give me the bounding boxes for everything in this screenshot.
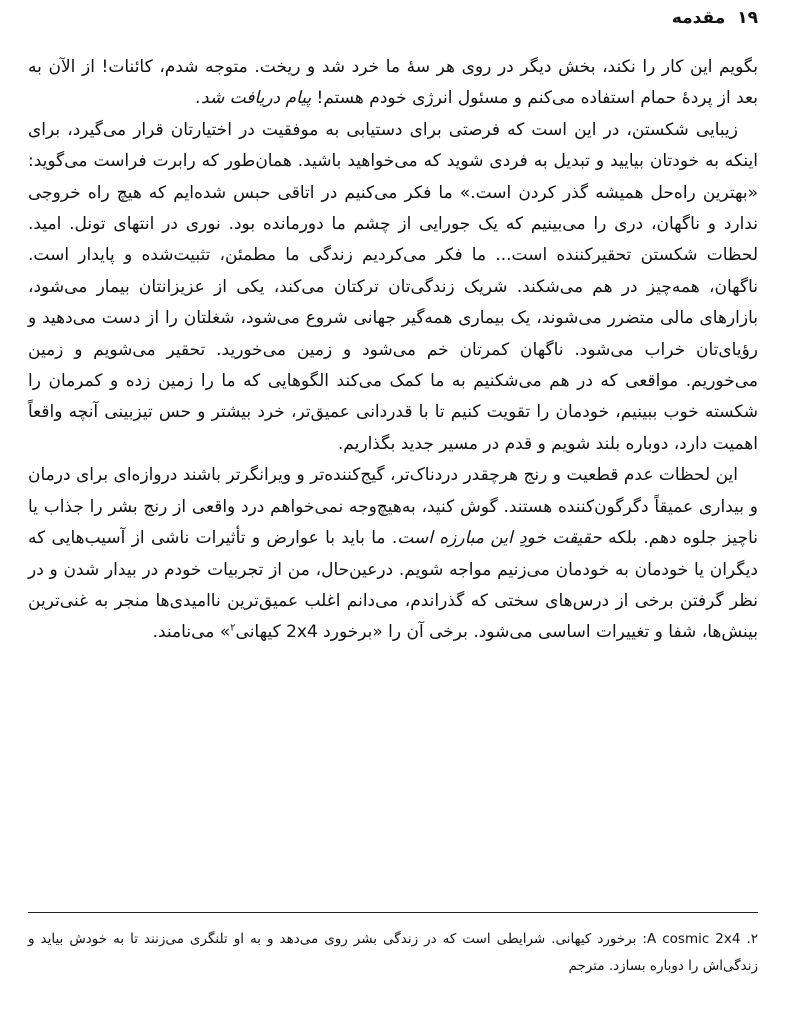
footnote xyxy=(28,926,758,980)
paragraph-1-italic: پیام دریافت شد. xyxy=(195,88,312,109)
paragraph-3-italic: حقیقت خودِ این مبارزه است xyxy=(397,528,602,549)
paragraph-3-text-c: . ما باید با عوارض و تأثیرات ناشی از آسیب‌هایی که دیگران یا خودمان به خودمان می‌زنیم مواجه شویم. درعین‌حال، من از تجربیات خودم در بیدار شدن و در نظر گرفتن برخی از درس‌های سختی که گذراندم، می‌دانم اغلب عمیق‌ترین ناامیدی‌ها منجر به غنی‌ترین بینش‌ها، شفا و تغییرات اساسی می‌شود. برخی آن را «برخورد 2x4 کیهانی xyxy=(28,528,758,643)
paragraph-2: زیبایی شکستن، در این است که فرصتی برای دستیابی به موفقیت در اختیارتان قرار می‌گیرد، برای اینکه به خودتان بیایید و تبدیل به فردی شوید که می‌خواهید باشید. همان‌طور که رابرت فراست می‌گوید: «بهترین راه‌حل همیشه گذر کردن است.» ما فکر می‌کنیم در اتاقی حبس شده‌ایم که هیچ راه خروجی ندارد و ناگهان، دری را می‌بینیم که یک جورایی از چشم ما دورمانده بود. نوری در انتهای تونل. امید. لحظات شکستن تحقیرکننده است... ما فکر می‌کردیم زندگی ما مطمئن، تثبیت‌شده و پایدار است. ناگهان، همه‌چیز در هم می‌شکند. شریک زندگی‌تان ترکتان می‌کند، یکی از عزیزانتان بیمار می‌شود، بازارهای مالی متضرر می‌شوند، یک بیماری همه‌گیر جهانی شروع می‌شود، شغلتان را از دست می‌دهید و رؤیای‌تان خراب می‌شود. ناگهان کمرتان خم می‌شود و زمین می‌خورید. تحقیر می‌شویم و زمین می‌خوریم. مواقعی که در هم می‌شکنیم به ما کمک می‌کند الگوهایی که ما را زمین زده و کمرمان را شکسته خوب ببینیم، خودمان را تقویت کنیم تا با قدردانی عمیق‌تر، خرد بیشتر و حس تیزبینی آنچه واقعاً اهمیت دارد، دوباره بلند شویم و قدم در مسیر جدید بگذاریم. xyxy=(28,119,758,454)
paragraph-1 xyxy=(28,52,758,115)
footnote-latin-term: A cosmic 2x4 xyxy=(646,931,741,947)
footnote-text: : برخورد کیهانی. شرایطی است که در زندگی بشر روی می‌دهد و به او تلنگری می‌زنند تا به خودش بیاید و زندگی‌اش را دوباره بسازد. مترجم xyxy=(28,931,758,974)
paragraph-3-text-d: » می‌نامند. xyxy=(152,622,231,643)
running-header xyxy=(20,8,758,34)
chapter-title: مقدمه xyxy=(671,8,726,28)
paragraph-1-text: بگویم این کار را نکند، بخش دیگر در روی هر سهٔ ما خرد شد و ریخت. متوجه شدم، کائنات! از الآن به بعد از پردهٔ حمام استفاده می‌کنم و مسئول انرژی خودم هستم! xyxy=(28,57,758,109)
footnote-marker: ۲ xyxy=(230,622,236,634)
paragraph-3-text-a: این لحظات عدم قطعیت و رنج هرچقدر دردناک‌تر، گیج‌کننده‌تر و ویرانگرتر باشند دروازه‌ای برای درمان و بیداری عمیقاً دگرگون‌کننده هستند. گوش کنید، به‌هیچ‌وجه نمی‌خواهم درد واقعی از رنج بشر را جذاب یا ناچیز جلوه دهم. بلکه xyxy=(28,465,758,549)
main-text xyxy=(28,52,758,649)
footnote-number: ۲. xyxy=(746,931,759,947)
paragraph-3 xyxy=(28,460,758,648)
footnote-divider xyxy=(28,912,758,913)
page-number: ۱۹ xyxy=(737,8,758,28)
